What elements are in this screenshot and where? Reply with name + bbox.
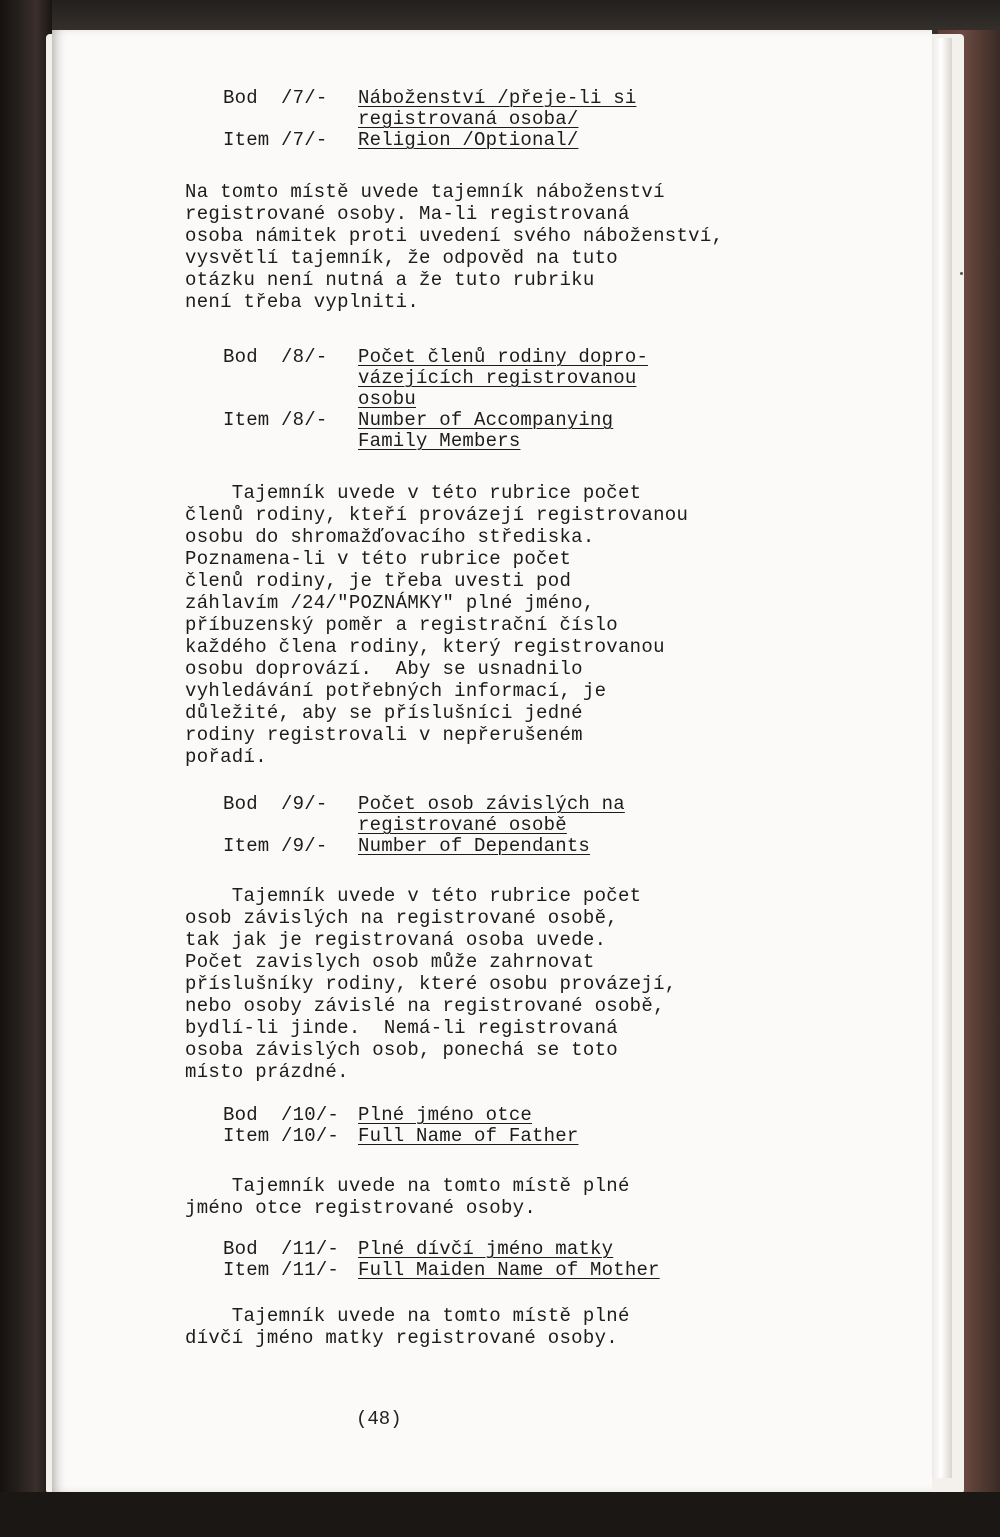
czech-item-title-line: registrované osobě	[358, 814, 567, 836]
czech-item-title-line: Plné dívčí jméno matky	[358, 1238, 614, 1260]
czech-item-number: Bod /9/-	[223, 793, 328, 815]
section-bod-7	[133, 88, 833, 313]
english-item-title-line: Number of Dependants	[358, 835, 591, 857]
english-item-title-line: Number of Accompanying	[358, 409, 614, 431]
english-item-number: Item /9/-	[223, 835, 328, 857]
page-number: (48)	[356, 1408, 402, 1430]
czech-item-title-line: Náboženství /přeje-li si	[358, 87, 637, 109]
english-item-title-line: Family Members	[358, 430, 521, 452]
english-item-title-line: Religion /Optional/	[358, 129, 579, 151]
english-item-number: Item /11/-	[223, 1259, 340, 1281]
czech-item-title-line: registrovaná osoba/	[358, 108, 579, 130]
item-instructions-paragraph: Na tomto místě uvede tajemník náboženství registrované osoby. Ma-li registrovaná osoba námitek proti uvedení svého náboženství, vysvětlí tajemník, že odpověd na tuto otázku není nutná a že tuto rubriku není třeba vyplniti.	[185, 181, 724, 313]
heading-indent	[223, 389, 358, 410]
heading-indent	[223, 368, 358, 389]
czech-item-title-line: Plné jméno otce	[358, 1104, 533, 1126]
section-bod-9	[133, 794, 833, 1083]
heading-indent	[223, 109, 358, 130]
item-instructions-paragraph: Tajemník uvede v této rubrice počet členů rodiny, kteří provázejí registrovanou osobu do shromažďovacího střediska. Poznamena-li v této rubrice počet členů rodiny, je třeba uvesti pod záhlavím /24/"POZNÁMKY" plné jméno, příbuzenský poměr a registrační číslo každého člena rodiny, který registrovanou osobu doprovází. Aby se usnadnilo vyhledávání potřebných informací, je důležité, aby se příslušníci jedné rodiny registrovali v nepřerušeném pořadí.	[185, 482, 689, 768]
item-instructions-paragraph: Tajemník uvede na tomto místě plné jméno otce registrované osoby.	[185, 1175, 630, 1219]
english-item-title-line: Full Name of Father	[358, 1125, 579, 1147]
item-heading	[223, 347, 833, 452]
bottom-background	[0, 1492, 1000, 1537]
document-content	[133, 88, 833, 1349]
section-bod-11	[133, 1239, 833, 1349]
item-heading	[223, 1105, 833, 1147]
page-stack-edge	[930, 38, 952, 1478]
item-heading	[223, 794, 833, 857]
czech-item-title-line: vázejících registrovanou	[358, 367, 637, 389]
czech-item-title-line: osobu	[358, 388, 417, 410]
english-item-title-line: Full Maiden Name of Mother	[358, 1259, 660, 1281]
czech-item-number: Bod /8/-	[223, 346, 328, 368]
item-heading	[223, 1239, 833, 1281]
czech-item-number: Bod /11/-	[223, 1238, 340, 1260]
section-bod-8	[133, 347, 833, 768]
english-item-number: Item /8/-	[223, 409, 328, 431]
czech-item-title-line: Počet členů rodiny dopro-	[358, 346, 649, 368]
margin-mark	[960, 272, 963, 275]
book-binding	[0, 0, 52, 1537]
item-heading	[223, 88, 833, 151]
czech-item-title-line: Počet osob závislých na	[358, 793, 625, 815]
english-item-number: Item /7/-	[223, 129, 328, 151]
heading-indent	[223, 815, 358, 836]
czech-item-number: Bod /7/-	[223, 87, 328, 109]
czech-item-number: Bod /10/-	[223, 1104, 340, 1126]
english-item-number: Item /10/-	[223, 1125, 340, 1147]
section-bod-10	[133, 1105, 833, 1219]
heading-indent	[223, 431, 358, 452]
item-instructions-paragraph: Tajemník uvede v této rubrice počet osob závislých na registrované osobě, tak jak je registrovaná osoba uvede. Počet zavislych osob může zahrnovat příslušníky rodiny, které osobu provázejí, nebo osoby závislé na registrované osobě, bydlí-li jinde. Nemá-li registrovaná osoba závislých osob, ponechá se toto místo prázdné.	[185, 885, 677, 1083]
item-instructions-paragraph: Tajemník uvede na tomto místě plné dívčí jméno matky registrované osoby.	[185, 1305, 630, 1349]
